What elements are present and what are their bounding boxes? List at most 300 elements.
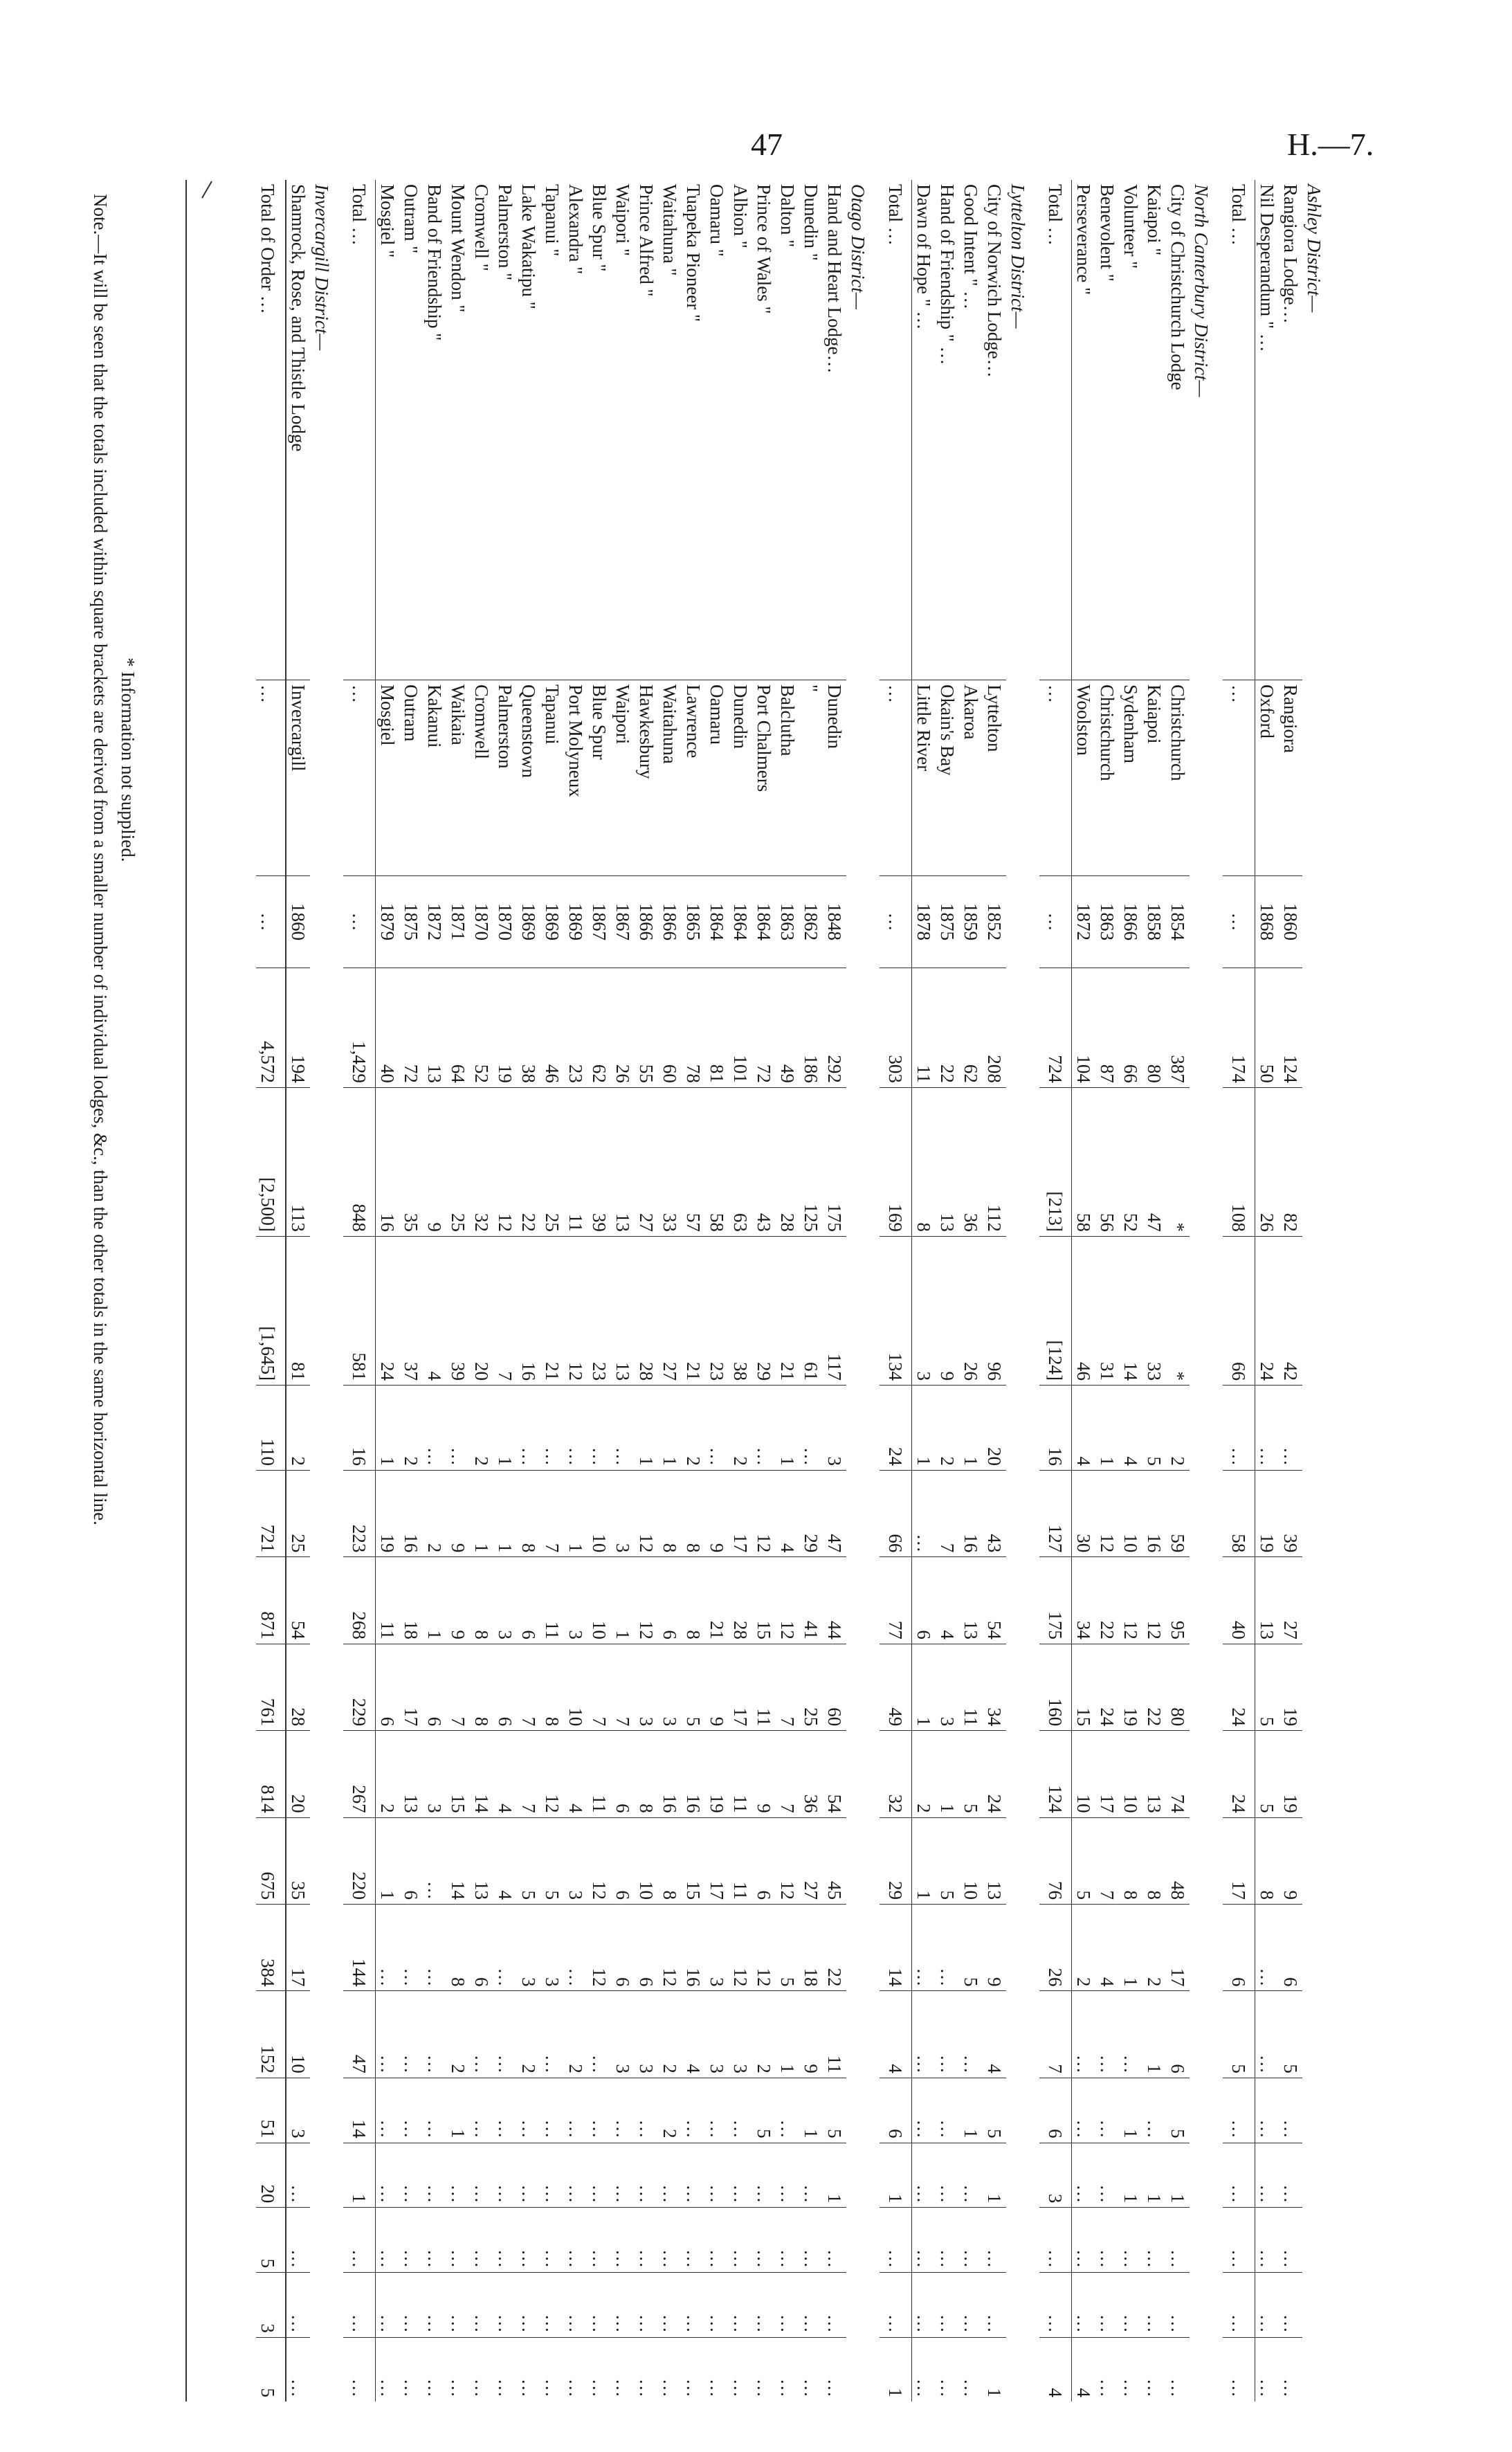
value-cell: … — [682, 2208, 705, 2273]
value-cell: 17 — [399, 1644, 423, 1730]
value-cell: … — [376, 2208, 400, 2273]
value-cell: … — [1255, 1385, 1279, 1470]
value-cell: … — [423, 2143, 446, 2208]
value-cell: … — [399, 2078, 423, 2143]
value-cell: … — [1255, 2143, 1279, 2208]
year-opened: 1860 — [286, 876, 310, 968]
value-cell: … — [658, 2337, 682, 2401]
value-cell: 4 — [564, 1731, 588, 1817]
value-cell: 24 — [1095, 1644, 1119, 1730]
value-cell: … — [1142, 2078, 1166, 2143]
value-cell: 2 — [423, 1471, 446, 1557]
value-cell: 6 — [1223, 1905, 1255, 1991]
value-cell: 2 — [446, 1991, 470, 2078]
value-cell: 24 — [983, 1731, 1006, 1817]
value-cell: 6 — [423, 1644, 446, 1730]
value-cell: … — [540, 2208, 564, 2273]
lodge-place: Port Chalmers — [752, 680, 776, 876]
table-row — [611, 180, 635, 2401]
value-cell: 42 — [1279, 1236, 1302, 1385]
value-cell: 1 — [635, 1385, 658, 1470]
value-cell: 28 — [729, 1557, 752, 1644]
value-cell: … — [376, 1905, 400, 1991]
value-cell: 10 — [1119, 1471, 1142, 1557]
value-cell: 11 — [912, 968, 936, 1088]
page-number: 47 — [751, 127, 783, 162]
value-cell: 9 — [446, 1471, 470, 1557]
value-cell: 29 — [880, 1817, 912, 1904]
year-opened: 1870 — [493, 876, 517, 968]
value-cell: 9 — [936, 1236, 959, 1385]
district-heading: North Canterbury District— — [1191, 184, 1212, 397]
value-cell: … — [470, 2143, 493, 2208]
value-cell: 36 — [799, 1731, 823, 1817]
value-cell: … — [588, 2143, 611, 2208]
value-cell: 1 — [376, 1817, 400, 1904]
value-cell: 10 — [1119, 1731, 1142, 1817]
lodge-place: Akaroa — [959, 680, 983, 876]
value-cell: 5 — [1072, 1817, 1096, 1904]
table-row — [1119, 180, 1142, 2401]
table-row — [682, 180, 705, 2401]
value-cell: 4 — [983, 1991, 1006, 2078]
value-cell: 23 — [705, 1236, 729, 1385]
value-cell: … — [799, 2273, 823, 2338]
year-opened: 1879 — [376, 876, 400, 968]
value-cell: … — [705, 2143, 729, 2208]
value-cell: … — [446, 2208, 470, 2273]
value-cell: … — [705, 2078, 729, 2143]
value-cell: … — [936, 2143, 959, 2208]
value-cell: … — [540, 1991, 564, 2078]
value-cell: … — [1255, 1991, 1279, 2078]
value-cell: 95 — [1166, 1557, 1190, 1644]
value-cell: … — [705, 1385, 729, 1470]
value-cell: … — [376, 2337, 400, 2401]
value-cell: … — [752, 2208, 776, 2273]
value-cell: 110 — [256, 1385, 286, 1470]
value-cell: 268 — [343, 1557, 376, 1644]
value-cell: 113 — [286, 1087, 310, 1236]
value-cell: … — [729, 2273, 752, 2338]
value-cell: 169 — [880, 1087, 912, 1236]
value-cell: 5 — [936, 1817, 959, 1904]
value-cell: 6 — [1166, 1991, 1190, 2078]
lodge-name: Kaiapoi " — [1144, 184, 1165, 256]
value-cell: 41 — [799, 1557, 823, 1644]
footnote-star: * Information not supplied. — [118, 657, 138, 862]
value-cell: 3 — [493, 1557, 517, 1644]
value-cell: … — [376, 1991, 400, 2078]
year-opened: 1865 — [682, 876, 705, 968]
value-cell: 61 — [799, 1236, 823, 1385]
value-cell: 152 — [256, 1991, 286, 2078]
value-cell: … — [959, 2143, 983, 2208]
value-cell: … — [799, 2208, 823, 2273]
value-cell: 4 — [1119, 1385, 1142, 1470]
year-opened: 1854 — [1166, 876, 1190, 968]
value-cell: 4 — [1039, 2337, 1072, 2401]
value-cell: … — [635, 2273, 658, 2338]
value-cell: 9 — [705, 1471, 729, 1557]
year-opened: … — [880, 876, 912, 968]
value-cell: … — [286, 2337, 310, 2401]
value-cell: … — [399, 2208, 423, 2273]
year-opened: … — [256, 876, 286, 968]
value-cell: … — [423, 2337, 446, 2401]
value-cell: … — [1223, 2273, 1255, 2338]
value-cell: 5 — [1142, 1385, 1166, 1470]
value-cell: 13 — [936, 1087, 959, 1236]
value-cell: 3 — [705, 1991, 729, 2078]
year-opened: 1870 — [470, 876, 493, 968]
value-cell: … — [880, 2208, 912, 2273]
value-cell: … — [776, 2273, 799, 2338]
value-cell: 82 — [1279, 1087, 1302, 1236]
lodge-name: Oamaru " — [707, 184, 727, 257]
value-cell: 78 — [682, 968, 705, 1088]
value-cell: … — [1255, 2337, 1279, 2401]
value-cell: 17 — [1223, 1817, 1255, 1904]
value-cell: 2 — [1072, 1905, 1096, 1991]
value-cell: 12 — [776, 1557, 799, 1644]
value-cell: 50 — [1255, 968, 1279, 1088]
table-row — [493, 180, 517, 2401]
value-cell: … — [399, 1905, 423, 1991]
value-cell: 49 — [880, 1644, 912, 1730]
value-cell: … — [493, 2078, 517, 2143]
value-cell: 108 — [1223, 1087, 1255, 1236]
value-cell: 4 — [423, 1236, 446, 1385]
year-opened: 1864 — [729, 876, 752, 968]
table-row — [423, 180, 446, 2401]
value-cell: 8 — [1255, 1817, 1279, 1904]
value-cell: 3 — [635, 1644, 658, 1730]
lodge-name: Tuapeka Pioneer " — [683, 184, 704, 322]
value-cell: 60 — [823, 1644, 846, 1730]
value-cell: 3 — [1039, 2143, 1072, 2208]
value-cell: 194 — [286, 968, 310, 1088]
value-cell: 117 — [823, 1236, 846, 1385]
lodge-name: Tapanui " — [542, 184, 563, 257]
value-cell: 5 — [959, 1731, 983, 1817]
value-cell: 22 — [517, 1087, 540, 1236]
value-cell: … — [286, 2273, 310, 2338]
value-cell: 30 — [1072, 1471, 1096, 1557]
value-cell: 6 — [470, 1905, 493, 1991]
value-cell: 1 — [776, 1991, 799, 2078]
value-cell: … — [635, 2143, 658, 2208]
value-cell: 81 — [705, 968, 729, 1088]
table-row — [912, 180, 936, 2401]
lodge-place: Queenstown — [517, 680, 540, 876]
value-cell: 175 — [823, 1087, 846, 1236]
value-cell: … — [588, 2208, 611, 2273]
lodge-name: Hand and Heart Lodge… — [824, 184, 845, 374]
lodge-place: Invercargill — [286, 680, 310, 876]
value-cell: … — [1166, 2337, 1190, 2401]
value-cell: … — [936, 1905, 959, 1991]
value-cell: 21 — [540, 1236, 564, 1385]
value-cell: 15 — [1072, 1644, 1096, 1730]
lodge-name: Total of Order … — [256, 180, 286, 680]
value-cell: 96 — [983, 1236, 1006, 1385]
value-cell: … — [776, 2208, 799, 2273]
value-cell: … — [493, 2208, 517, 2273]
value-cell: 4 — [1072, 2337, 1096, 2401]
value-cell: … — [1095, 2273, 1119, 2338]
value-cell: 3 — [423, 1731, 446, 1817]
district-heading-row — [846, 180, 880, 2401]
value-cell: 267 — [343, 1731, 376, 1817]
value-cell: 1 — [823, 2143, 846, 2208]
value-cell: 5 — [1223, 1991, 1255, 2078]
value-cell: … — [517, 2273, 540, 2338]
lodge-place: … — [880, 680, 912, 876]
value-cell: 16 — [682, 1731, 705, 1817]
value-cell: 1 — [493, 1385, 517, 1470]
value-cell: 124 — [1279, 968, 1302, 1088]
value-cell: 12 — [635, 1557, 658, 1644]
value-cell: 3 — [705, 1905, 729, 1991]
value-cell: … — [1223, 2143, 1255, 2208]
value-cell: … — [936, 2078, 959, 2143]
value-cell: 8 — [912, 1087, 936, 1236]
value-cell: 6 — [399, 1817, 423, 1904]
year-opened: 1862 — [799, 876, 823, 968]
total-row — [256, 180, 286, 2401]
value-cell: 8 — [658, 1471, 682, 1557]
value-cell: … — [1072, 2143, 1096, 2208]
value-cell: 127 — [1039, 1471, 1072, 1557]
value-cell: 59 — [1166, 1471, 1190, 1557]
value-cell: 3 — [517, 1905, 540, 1991]
lodge-name: Dawn of Hope " … — [913, 184, 934, 330]
value-cell: 24 — [1223, 1644, 1255, 1730]
value-cell: 3 — [611, 1991, 635, 2078]
value-cell: … — [1279, 2337, 1302, 2401]
value-cell: … — [564, 1905, 588, 1991]
value-cell: 1 — [493, 1471, 517, 1557]
value-cell: 8 — [1119, 1817, 1142, 1904]
value-cell: 10 — [588, 1471, 611, 1557]
value-cell: … — [1142, 2337, 1166, 2401]
value-cell: 11 — [564, 1087, 588, 1236]
table-row — [799, 180, 823, 2401]
value-cell: 19 — [1119, 1644, 1142, 1730]
value-cell: … — [286, 2143, 310, 2208]
year-opened: 1869 — [517, 876, 540, 968]
value-cell: … — [1223, 2337, 1255, 2401]
value-cell: 39 — [446, 1236, 470, 1385]
lodge-name: Waipori " — [612, 184, 633, 257]
value-cell: 1 — [959, 1385, 983, 1470]
value-cell: 7 — [776, 1644, 799, 1730]
value-cell: 60 — [658, 968, 682, 1088]
value-cell: 47 — [823, 1471, 846, 1557]
value-cell: … — [1166, 2273, 1190, 2338]
value-cell: 7 — [611, 1644, 635, 1730]
value-cell: 12 — [540, 1731, 564, 1817]
value-cell: … — [493, 2337, 517, 2401]
value-cell: 5 — [682, 1644, 705, 1730]
value-cell: … — [752, 2273, 776, 2338]
value-cell: 12 — [635, 1471, 658, 1557]
value-cell: … — [983, 2273, 1006, 2338]
value-cell: 22 — [823, 1905, 846, 1991]
value-cell: 6 — [517, 1557, 540, 1644]
value-cell: … — [635, 2078, 658, 2143]
lodge-place: Kaiapoi — [1142, 680, 1166, 876]
value-cell: 80 — [1166, 1644, 1190, 1730]
value-cell: 1 — [1119, 2143, 1142, 2208]
value-cell: 22 — [1142, 1644, 1166, 1730]
value-cell: 15 — [752, 1557, 776, 1644]
value-cell: … — [1039, 2208, 1072, 2273]
value-cell: 5 — [1255, 1644, 1279, 1730]
value-cell: 51 — [256, 2078, 286, 2143]
value-cell: 12 — [1119, 1557, 1142, 1644]
value-cell: 17 — [1095, 1731, 1119, 1817]
value-cell: 1 — [912, 1385, 936, 1470]
value-cell: … — [705, 2208, 729, 2273]
year-opened: 1871 — [446, 876, 470, 968]
value-cell: 6 — [611, 1731, 635, 1817]
value-cell: 34 — [1072, 1557, 1096, 1644]
value-cell: 22 — [936, 968, 959, 1088]
lodge-name: Prince of Wales " — [754, 184, 774, 314]
value-cell: 8 — [517, 1471, 540, 1557]
value-cell: 77 — [880, 1557, 912, 1644]
value-cell: 12 — [1142, 1557, 1166, 1644]
value-cell: 39 — [1279, 1471, 1302, 1557]
value-cell: 7 — [936, 1471, 959, 1557]
value-cell: … — [729, 2143, 752, 2208]
value-cell: … — [376, 2078, 400, 2143]
table-row — [635, 180, 658, 2401]
district-heading-row — [310, 180, 343, 2401]
margin-mark — [201, 181, 212, 198]
year-opened: 1878 — [912, 876, 936, 968]
year-opened: 1875 — [936, 876, 959, 968]
value-cell: 15 — [446, 1731, 470, 1817]
value-cell: … — [1255, 2208, 1279, 2273]
table-row — [588, 180, 611, 2401]
value-cell: … — [658, 2208, 682, 2273]
value-cell: 12 — [588, 1817, 611, 1904]
table-row — [1166, 180, 1190, 2401]
document-reference: H.—7. — [1287, 127, 1374, 162]
value-cell: 1 — [343, 2143, 376, 2208]
table-row — [1255, 180, 1279, 2401]
value-cell: 1 — [1119, 2078, 1142, 2143]
value-cell: 13 — [983, 1817, 1006, 1904]
value-cell: 23 — [588, 1236, 611, 1385]
lodge-name: Blue Spur " — [589, 184, 610, 272]
value-cell: 4 — [936, 1557, 959, 1644]
value-cell: 36 — [959, 1087, 983, 1236]
value-cell: 7 — [776, 1731, 799, 1817]
value-cell: … — [564, 2208, 588, 2273]
value-cell: … — [517, 2078, 540, 2143]
lodge-place: … — [343, 680, 376, 876]
value-cell: 8 — [682, 1471, 705, 1557]
value-cell: 8 — [470, 1644, 493, 1730]
value-cell: 56 — [1095, 1087, 1119, 1236]
value-cell: 13 — [399, 1731, 423, 1817]
table-row — [564, 180, 588, 2401]
lodge-place: Waipori — [611, 680, 635, 876]
value-cell: … — [517, 1385, 540, 1470]
value-cell: … — [912, 1471, 936, 1557]
value-cell: 208 — [983, 968, 1006, 1088]
value-cell: 27 — [799, 1817, 823, 1904]
value-cell: 25 — [540, 1087, 564, 1236]
value-cell: 12 — [776, 1817, 799, 1904]
lodge-name: Shamrock, Rose, and Thistle Lodge — [288, 184, 309, 452]
value-cell: … — [470, 2273, 493, 2338]
value-cell: 12 — [588, 1905, 611, 1991]
value-cell: 26 — [611, 968, 635, 1088]
value-cell: … — [588, 2337, 611, 2401]
value-cell: 125 — [799, 1087, 823, 1236]
lodge-name: Nil Desperandum " … — [1257, 184, 1277, 352]
value-cell: 3 — [823, 1385, 846, 1470]
value-cell: 48 — [1166, 1817, 1190, 1904]
value-cell: … — [423, 2078, 446, 2143]
value-cell: 66 — [880, 1471, 912, 1557]
lodge-place: Outram — [399, 680, 423, 876]
value-cell: 16 — [682, 1905, 705, 1991]
value-cell: … — [1255, 2273, 1279, 2338]
value-cell: … — [343, 2273, 376, 2338]
value-cell: 3 — [564, 1817, 588, 1904]
value-cell: 1 — [1095, 1385, 1119, 1470]
year-opened: 1866 — [635, 876, 658, 968]
year-opened: 1875 — [399, 876, 423, 968]
value-cell: … — [912, 1991, 936, 2078]
value-cell: 40 — [376, 968, 400, 1088]
value-cell: … — [376, 2273, 400, 2338]
value-cell: 13 — [959, 1557, 983, 1644]
value-cell: … — [1095, 2078, 1119, 2143]
lodge-name: Rangiora Lodge… — [1280, 184, 1301, 324]
value-cell: 4 — [493, 1731, 517, 1817]
lodge-place: Waikaia — [446, 680, 470, 876]
value-cell: … — [540, 1385, 564, 1470]
value-cell: 3 — [611, 1471, 635, 1557]
value-cell: 38 — [517, 968, 540, 1088]
value-cell: 1 — [376, 1385, 400, 1470]
value-cell: 31 — [1095, 1236, 1119, 1385]
lodge-name: Benevolent " — [1097, 184, 1118, 282]
district-heading: Otago District— — [848, 184, 868, 309]
lodge-name: Dunedin " — [801, 184, 821, 261]
value-cell: 2 — [286, 1385, 310, 1470]
value-cell: 62 — [959, 968, 983, 1088]
value-cell: … — [1072, 2208, 1096, 2273]
value-cell: 26 — [1039, 1905, 1072, 1991]
value-cell: … — [470, 2337, 493, 2401]
value-cell: 12 — [1095, 1471, 1119, 1557]
year-opened: 1852 — [983, 876, 1006, 968]
value-cell: 57 — [682, 1087, 705, 1236]
lodge-name: Volunteer " — [1120, 184, 1141, 269]
value-cell: 3 — [256, 2273, 286, 2338]
value-cell: … — [493, 1991, 517, 2078]
value-cell: … — [470, 2208, 493, 2273]
lodge-place: Cromwell — [470, 680, 493, 876]
